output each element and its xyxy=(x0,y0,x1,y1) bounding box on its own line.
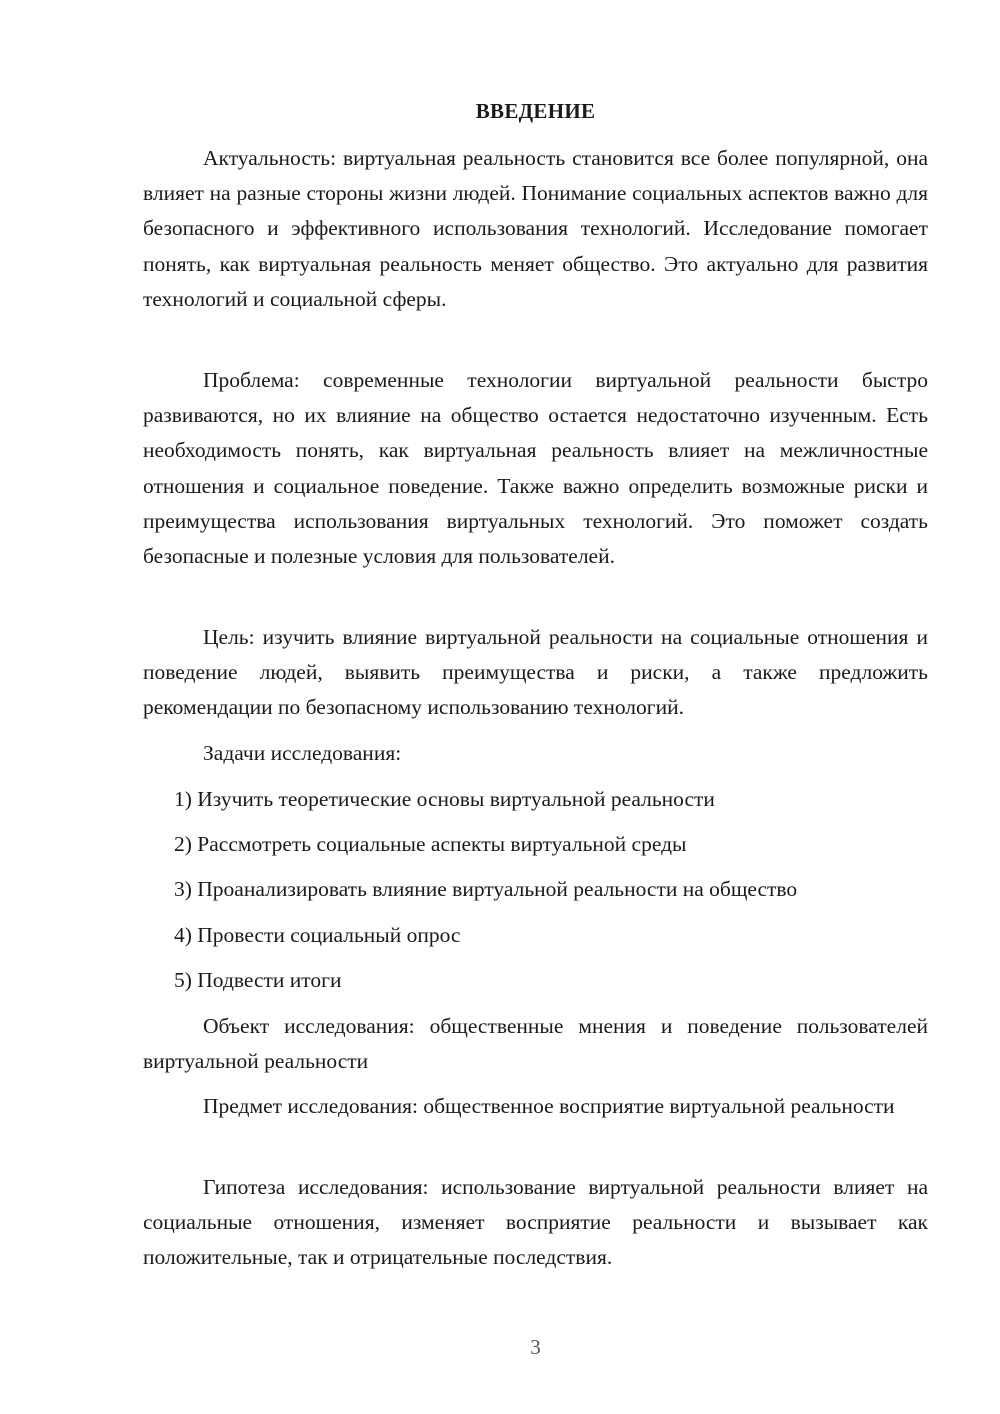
list-item: 2) Рассмотреть социальные аспекты виртуальной среды xyxy=(174,832,687,856)
page-number: 3 xyxy=(530,1335,541,1359)
tasks-title: Задачи исследования: xyxy=(203,741,402,765)
list-item: 5) Подвести итоги xyxy=(174,968,342,992)
list-item: 3) Проанализировать влияние виртуальной реальности на общество xyxy=(174,877,798,901)
paragraph-object: Объект исследования: общественные мнения и поведение пользователей виртуальной реальности xyxy=(143,1014,928,1074)
paragraph-subject: Предмет исследования: общественное восприятие виртуальной реальности xyxy=(203,1094,895,1118)
list-item: 4) Провести социальный опрос xyxy=(174,923,461,947)
paragraph-relevance: Актуальность: виртуальная реальность становится все более популярной, она влияет на разные стороны жизни людей. Понимание социальных аспектов важно для безопасного и эффективного использования технологий. Исследование помогает понять, как виртуальная реальность меняет общество. Это актуально для развития технологий и социальной сферы. xyxy=(143,146,928,311)
paragraph-goal: Цель: изучить влияние виртуальной реальности на социальные отношения и поведение людей, выявить преимущества и риски, а также предложить рекомендации по безопасному использованию технологий. xyxy=(143,625,928,720)
list-item: 1) Изучить теоретические основы виртуальной реальности xyxy=(174,787,715,811)
page-title: ВВЕДЕНИЕ xyxy=(475,99,596,123)
paragraph-hypothesis: Гипотеза исследования: использование виртуальной реальности влияет на социальные отношения, изменяет восприятие реальности и вызывает как положительные, так и отрицательные последствия. xyxy=(143,1175,928,1270)
paragraph-problem: Проблема: современные технологии виртуальной реальности быстро развиваются, но их влияние на общество остается недостаточно изученным. Есть необходимость понять, как виртуальная реальность влияет на межличностные отношения и социальное поведение. Также важно определить возможные риски и преимущества использования виртуальных технологий. Это поможет создать безопасные и полезные условия для пользователей. xyxy=(143,368,928,569)
